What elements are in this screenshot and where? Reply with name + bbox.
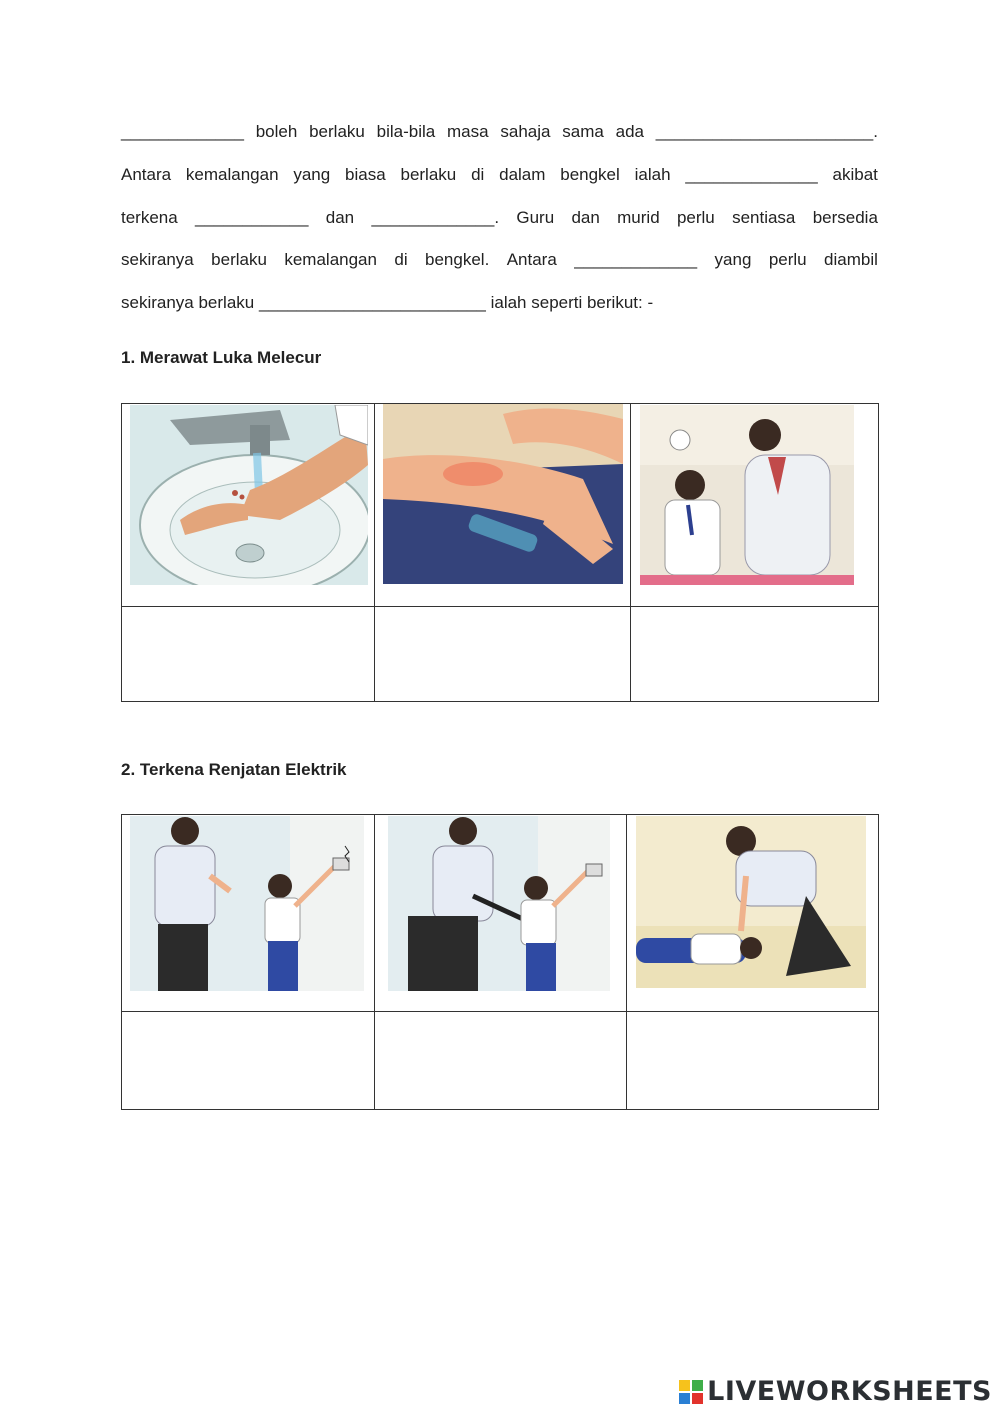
section-2-title: 2. Terkena Renjatan Elektrik — [121, 760, 347, 779]
s2-answer-cell-3[interactable] — [627, 1012, 879, 1110]
tap-water-on-burn-illustration — [130, 405, 368, 585]
liveworksheets-logo-icon — [679, 1380, 703, 1404]
section-2-table — [121, 814, 879, 1110]
blank-1[interactable]: _____________ — [121, 122, 244, 141]
s1-image-cell-3 — [631, 404, 879, 607]
s1-answer-cell-2[interactable] — [375, 607, 631, 702]
s2-image-cell-1 — [122, 815, 375, 1012]
passage-line-3: terkena ____________ dan _____________. Guru dan murid perlu sentiasa bersedia — [121, 208, 878, 227]
s2-answer-cell-2[interactable] — [375, 1012, 627, 1110]
section-1-table — [121, 403, 879, 702]
s2-answer-cell-1[interactable] — [122, 1012, 375, 1110]
witness-shock-illustration — [130, 816, 364, 991]
blank-3[interactable]: ______________ — [685, 165, 818, 184]
s1-answer-cell-3[interactable] — [631, 607, 879, 702]
blank-6[interactable]: _____________ — [574, 250, 698, 269]
s2-image-cell-3 — [627, 815, 879, 1012]
blank-4[interactable]: ____________ — [195, 208, 309, 227]
blank-2[interactable]: _______________________. — [655, 122, 878, 141]
pull-with-belt-illustration — [388, 816, 610, 991]
cpr-illustration — [636, 816, 866, 988]
liveworksheets-logo[interactable] — [679, 1376, 992, 1407]
apply-ointment-illustration — [383, 404, 623, 584]
blank-5[interactable]: _____________. — [371, 208, 500, 227]
s1-image-cell-1 — [122, 404, 375, 607]
s2-image-cell-2 — [375, 815, 627, 1012]
section-1-title: 1. Merawat Luka Melecur — [121, 348, 322, 367]
s1-answer-cell-1[interactable] — [122, 607, 375, 702]
passage-line-4: sekiranya berlaku kemalangan di bengkel. Antara _____________ yang perlu diambil — [121, 250, 878, 269]
s1-image-cell-2 — [375, 404, 631, 607]
passage-line-1: _____________ boleh berlaku bila-bila masa sahaja sama ada _______________________. — [121, 122, 878, 141]
see-doctor-illustration — [640, 405, 854, 585]
liveworksheets-logo-text: LIVEWORKSHEETS — [707, 1376, 992, 1407]
passage-line-5: sekiranya berlaku ________________________ ialah seperti berikut: - — [121, 293, 654, 312]
passage-line-2: Antara kemalangan yang biasa berlaku di dalam bengkel ialah ______________ akibat — [121, 165, 878, 184]
